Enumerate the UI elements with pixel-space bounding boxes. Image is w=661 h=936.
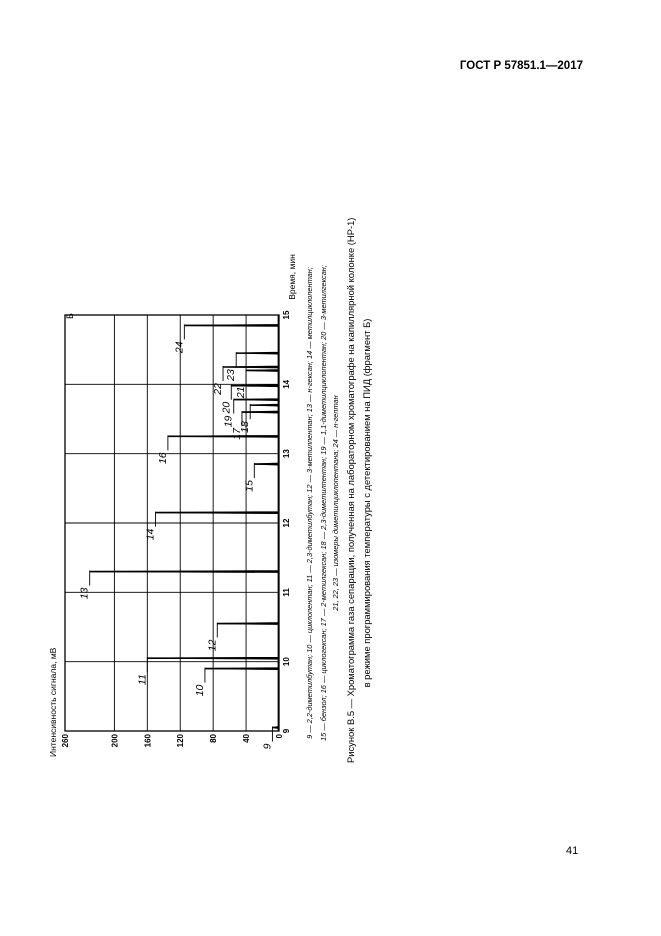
x-tick-label: 15: [282, 310, 291, 320]
y-tick-label: 80: [209, 734, 219, 743]
x-axis-label: Время, мин: [287, 254, 297, 300]
y-tick-label: 0: [275, 734, 284, 739]
legend-line-3: 21, 22, 23 — изомеры диметилциклопентана; 24 — н-гептан: [331, 395, 340, 611]
x-tick-label: 10: [282, 657, 291, 667]
x-tick-label: 14: [282, 379, 291, 389]
peak-label-22: 22: [212, 383, 225, 395]
peak-label-20: 20: [220, 401, 233, 414]
standard-header: ГОСТ Р 57851.1—2017: [459, 60, 583, 72]
peak-label-24: 24: [173, 341, 186, 354]
y-tick-label: 260: [61, 734, 70, 748]
peak-label-10: 10: [193, 684, 206, 697]
rotated-figure: [43, 217, 423, 763]
page-number: 41: [566, 845, 579, 857]
y-tick-label: 40: [242, 734, 252, 743]
peak-label-12: 12: [206, 639, 219, 652]
peak-label-17: 17: [230, 428, 243, 440]
peak-labels: [79, 324, 274, 749]
peak-label-19: 19: [222, 415, 235, 428]
peak-label-15: 15: [243, 480, 256, 492]
y-tick-label: 160: [143, 734, 153, 748]
fragment-label: Б: [65, 313, 75, 319]
peak-label-13: 13: [78, 587, 91, 600]
y-tick-labels: [61, 733, 284, 750]
peak-label-23: 23: [225, 369, 238, 381]
peak-label-11: 11: [136, 674, 149, 686]
x-tick-label: 9: [282, 728, 291, 734]
peak-label-16: 16: [156, 452, 169, 465]
legend-line-1: 9 — 2,2-диметилбутан; 10 — циклопентан; 11 — 2,3-диметилбутан; 12 — 3-метилпентан; 13 — н-гексан; 14 — метилциклопентан;: [305, 267, 314, 739]
y-tick-label: 200: [110, 734, 120, 748]
peak-label-18: 18: [239, 421, 252, 433]
y-tick-label: 120: [176, 734, 186, 748]
chromatogram-chart: [43, 243, 303, 763]
figure-caption-line-1: Рисунок В.5 — Хроматограмма газа сепарации, полученная на лабораторном хроматографе на капиллярной колонке (НР-1): [345, 217, 356, 763]
figure-caption-line-2: в режиме программирования температуры с детектированием на ПИД (фрагмент Б): [361, 318, 372, 688]
peak-label-21: 21: [235, 386, 248, 399]
x-tick-label: 11: [282, 588, 291, 597]
x-tick-labels: [282, 310, 291, 733]
x-tick-label: 12: [282, 518, 291, 528]
peak-label-9: 9: [261, 743, 274, 750]
peak-label-14: 14: [144, 528, 157, 541]
x-tick-label: 13: [282, 449, 291, 459]
legend-line-2: 15 — бензол; 16 — циклогексан; 17 — 2-метилгексан; 18 — 2,3-диметилпентан; 19 — 1,1-диметилциклопентан; 20 — 3-метилгексан;: [319, 265, 328, 741]
y-axis-label: Интенсивность сигнала, мВ: [48, 647, 58, 757]
